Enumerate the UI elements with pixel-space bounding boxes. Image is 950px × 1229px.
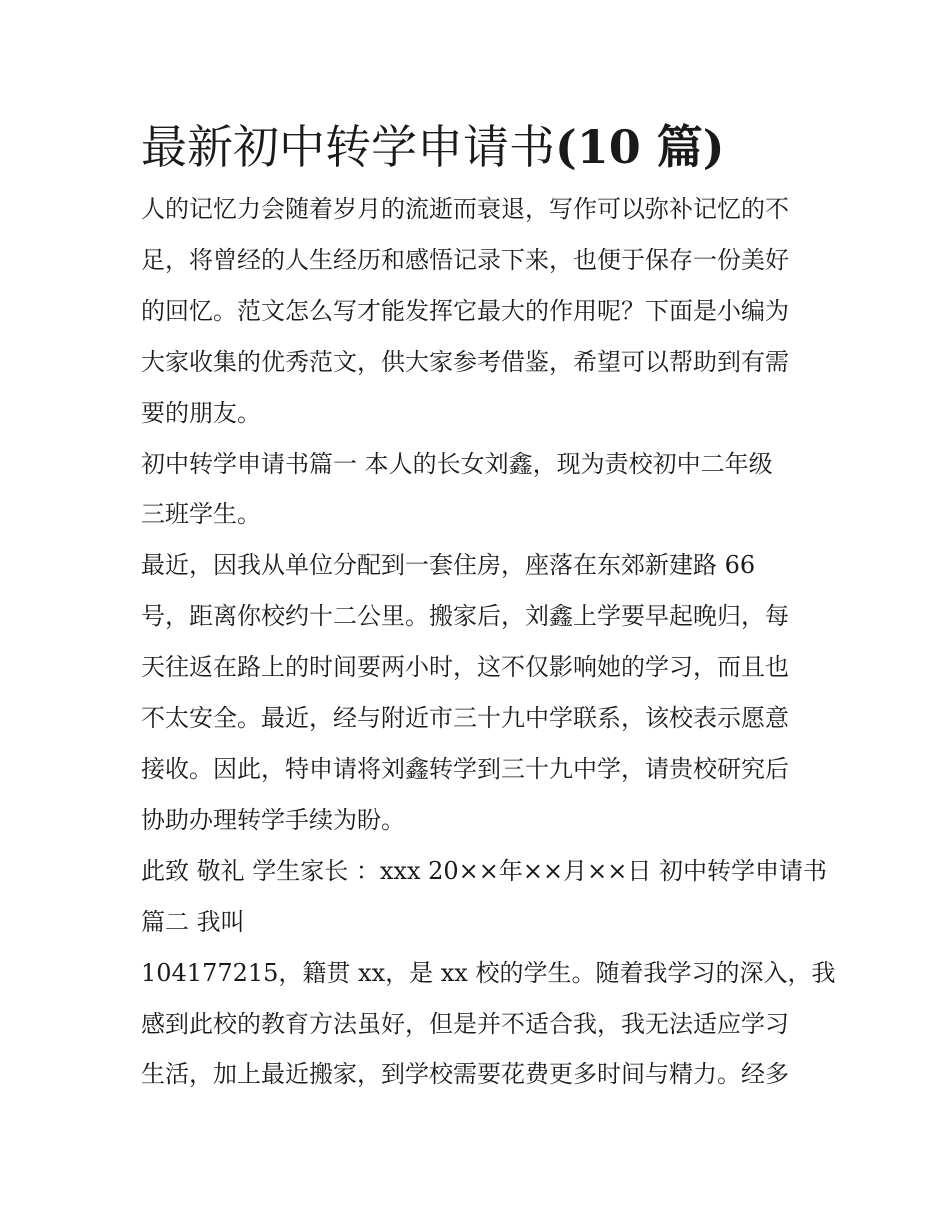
document-body: [141, 184, 836, 1100]
title-main: 最新初中转学申请书: [141, 120, 555, 174]
text-line: 初中转学申请书篇一 本人的长女刘鑫，现为责校初中二年级: [141, 449, 773, 478]
text-line: 足，将曾经的人生经历和感悟记录下来，也便于保存一份美好: [141, 245, 789, 274]
text-line: 104177215，籍贯 xx，是 xx 校的学生。随着我学习的深入，我: [141, 958, 836, 987]
text-line: 最近，因我从单位分配到一套住房，座落在东郊新建路 66: [141, 551, 756, 580]
text-line: 接收。因此，特申请将刘鑫转学到三十九中学，请贵校研究后: [141, 754, 789, 783]
text-line: 天往返在路上的时间要两小时，这不仅影响她的学习，而且也: [141, 653, 789, 682]
text-line: 感到此校的教育方法虽好，但是并不适合我，我无法适应学习: [141, 1009, 789, 1038]
text-line: 此致 敬礼 学生家长 ：xxx 20××年××月××日 初中转学申请书: [141, 856, 827, 885]
text-line: 要的朋友。: [141, 398, 261, 427]
text-line: 篇二 我叫: [141, 907, 245, 936]
text-line: 生活，加上最近搬家，到学校需要花费更多时间与精力。经多: [141, 1060, 789, 1089]
text-line: 协助办理转学手续为盼。: [141, 805, 405, 834]
title-suffix: (10 篇): [555, 120, 725, 174]
text-line: 人的记忆力会随着岁月的流逝而衰退，写作可以弥补记忆的不: [141, 195, 789, 223]
text-line: 三班学生。: [141, 500, 261, 529]
text-line: 不太安全。最近，经与附近市三十九中学联系，该校表示愿意: [141, 704, 789, 733]
document-page: [141, 110, 836, 1100]
document-title: [141, 110, 821, 184]
text-line: 号，距离你校约十二公里。搬家后，刘鑫上学要早起晚归，每: [141, 602, 789, 631]
text-line: 的回忆。范文怎么写才能发挥它最大的作用呢？下面是小编为: [141, 296, 789, 325]
text-line: 大家收集的优秀范文，供大家参考借鉴，希望可以帮助到有需: [141, 347, 789, 376]
